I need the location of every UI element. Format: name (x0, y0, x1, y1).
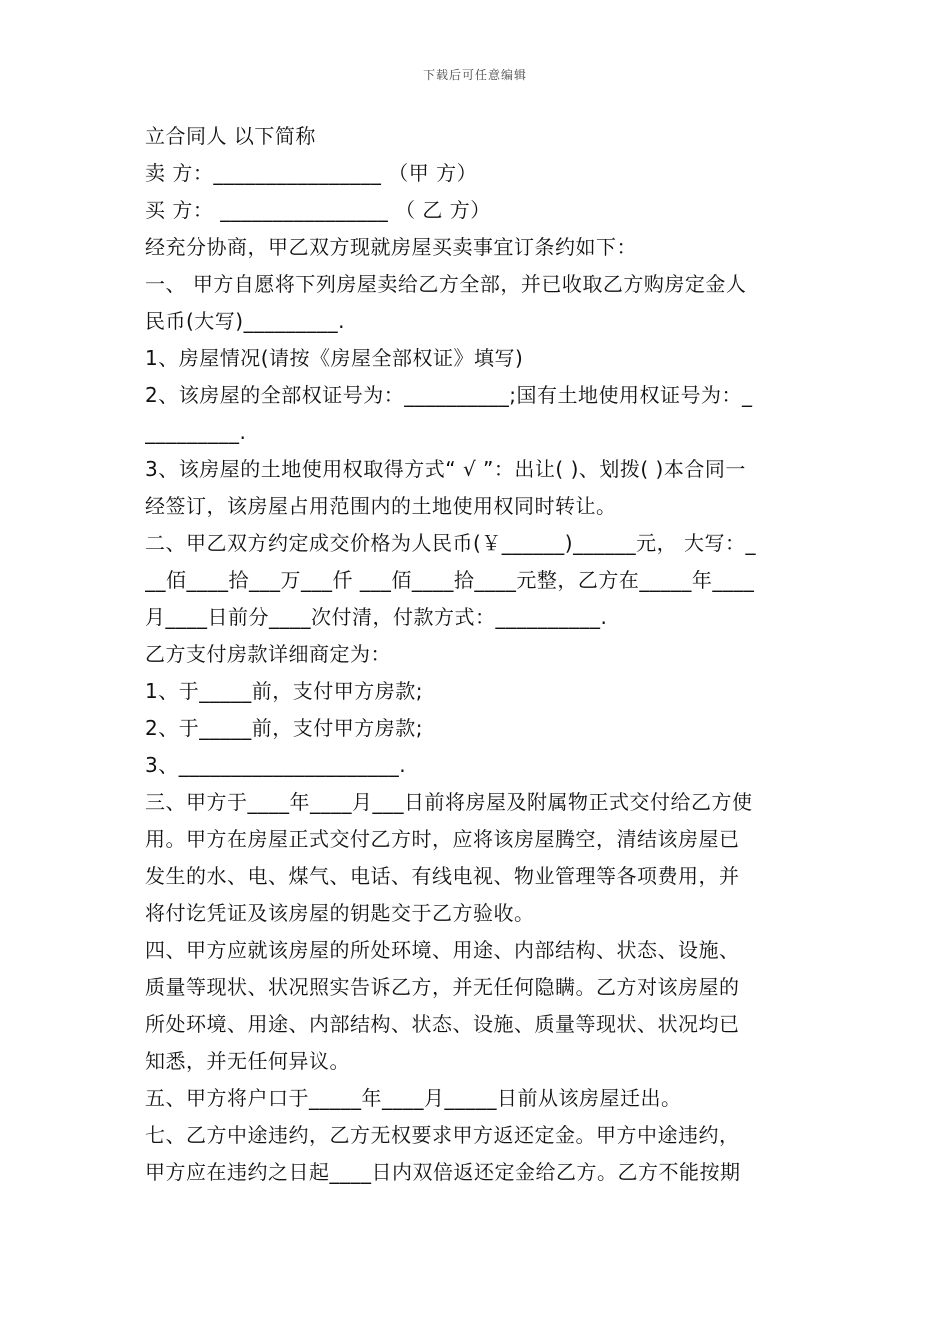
contract-parties-intro: 立合同人 以下简称 (145, 124, 316, 148)
clause-1-item-1: 1、房屋情况(请按《房屋全部权证》填写) (145, 346, 524, 370)
clause-1-item-2-line-2: _________. (145, 420, 247, 444)
clause-4-line-4: 知悉，并无任何异议。 (145, 1049, 350, 1073)
clause-2-line-3: 月____日前分____次付清，付款方式：__________. (145, 605, 608, 629)
seller-line: 卖 方：________________ （甲 方） (145, 161, 478, 185)
clause-3-line-4: 将付讫凭证及该房屋的钥匙交于乙方验收。 (145, 901, 535, 925)
clause-3-line-1: 三、甲方于____年____月___日前将房屋及附属物正式交付给乙方使 (145, 790, 753, 814)
clause-4-line-1: 四、甲方应就该房屋的所处环境、用途、内部结构、状态、设施、 (145, 938, 740, 962)
clause-1-line-2: 民币(大写)_________. (145, 309, 345, 333)
agreement-intro: 经充分协商，甲乙双方现就房屋买卖事宜订条约如下： (145, 235, 637, 259)
header-note: 下载后可任意编辑 (422, 68, 527, 82)
clause-5-line-1: 五、甲方将户口于_____年____月_____日前从该房屋迁出。 (145, 1086, 682, 1110)
clause-1-item-3-line-2: 经签订，该房屋占用范围内的土地使用权同时转让。 (145, 494, 617, 518)
clause-7-line-1: 七、乙方中途违约，乙方无权要求甲方返还定金。甲方中途违约， (145, 1123, 740, 1147)
clause-1-line-1: 一、 甲方自愿将下列房屋卖给乙方全部，并已收取乙方购房定金人 (145, 272, 747, 296)
payment-item-2: 2、于_____前，支付甲方房款; (145, 716, 423, 740)
clause-4-line-2: 质量等现状、状况照实告诉乙方，并无任何隐瞒。乙方对该房屋的 (145, 975, 740, 999)
clause-3-line-2: 用。甲方在房屋正式交付乙方时，应将该房屋腾空，清结该房屋已 (145, 827, 740, 851)
payment-item-1: 1、于_____前，支付甲方房款; (145, 679, 423, 703)
payment-details-heading: 乙方支付房款详细商定为： (145, 642, 391, 666)
buyer-line: 买 方： ________________ （ 乙 方） (145, 198, 491, 222)
clause-1-item-3-line-1: 3、该房屋的土地使用权取得方式“ √ ”：出让( )、划拨( )本合同一 (145, 457, 746, 481)
clause-3-line-3: 发生的水、电、煤气、电话、有线电视、物业管理等各项费用，并 (145, 864, 740, 888)
clause-4-line-3: 所处环境、用途、内部结构、状态、设施、质量等现状、状况均已 (145, 1012, 740, 1036)
contract-body (145, 118, 810, 1191)
clause-2-line-2: __佰____拾___万___仟 ___佰____拾____元整，乙方在_____年____ (145, 568, 755, 592)
clause-1-item-2-line-1: 2、该房屋的全部权证号为：__________;国有土地使用权证号为：_ (145, 383, 753, 407)
clause-7-line-2: 甲方应在违约之日起____日内双倍返还定金给乙方。乙方不能按期 (145, 1160, 741, 1184)
clause-2-line-1: 二、甲乙双方约定成交价格为人民币(￥______)______元， 大写：_ (145, 531, 756, 555)
payment-item-3: 3、_____________________. (145, 753, 407, 777)
